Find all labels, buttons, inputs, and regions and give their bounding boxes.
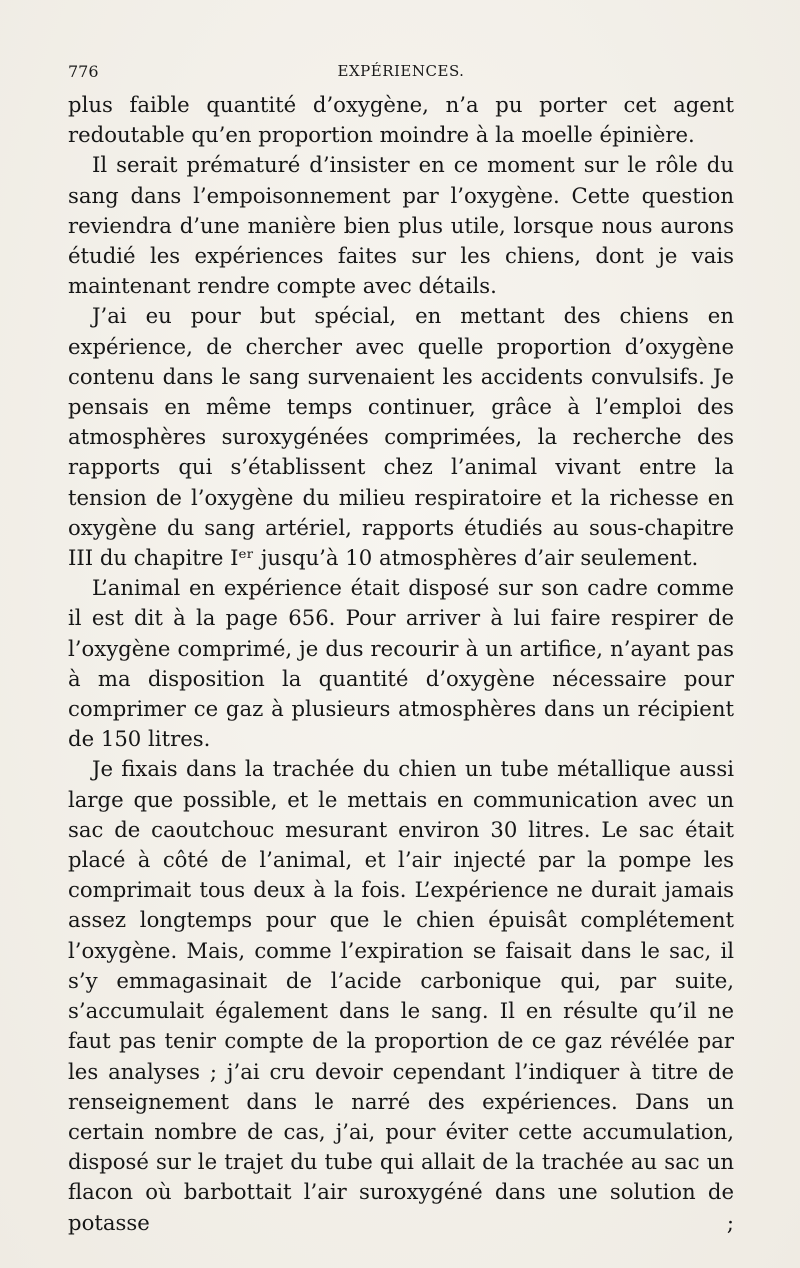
paragraph-3: J’ai eu pour but spécial, en mettant des chiens en expérience, de chercher avec quelle proportion d’oxygène contenu dans le sang survenaient les accidents convulsifs. Je pensais en même temps continuer, grâce à l’emploi des atmosphères suroxygénées comprimées, la recherche des rapports qui s’établissent chez l’animal vivant entre la tension de l’oxygène du milieu respiratoire et la richesse en oxygène du sang artériel, rapports étudiés au sous-chapitre III du chapitre Iᵉʳ jusqu’à 10 atmosphères d’air seulement. xyxy=(68,303,734,571)
running-head xyxy=(68,58,734,86)
running-title: EXPÉRIENCES. xyxy=(337,62,465,80)
paragraph-2: Il serait prématuré d’insister en ce moment sur le rôle du sang dans l’empoisonnement par l’oxygène. Cette question reviendra d’une manière bien plus utile, lorsque nous aurons étudié les expériences faites sur les chiens, dont je vais maintenant rendre compte avec détails. xyxy=(68,152,734,299)
page-number: 776 xyxy=(68,62,99,81)
paragraph-4: L’animal en expérience était disposé sur son cadre comme il est dit à la page 656. Pour arriver à lui faire respirer de l’oxygène comprimé, je dus recourir à un artifice, n’ayant pas à ma disposition la quantité d’oxygène nécessaire pour comprimer ce gaz à plusieurs atmosphères dans un récipient de 150 litres. xyxy=(68,575,734,752)
paragraph-1: plus faible quantité d’oxygène, n’a pu porter cet agent redoutable qu’en proportion moindre à la moelle épinière. xyxy=(68,92,734,148)
body-text xyxy=(68,90,734,1238)
paragraph-5: Je fixais dans la trachée du chien un tube métallique aussi large que possible, et le mettais en communication avec un sac de caoutchouc mesurant environ 30 litres. Le sac était placé à côté de l’animal, et l’air injecté par la pompe les comprimait tous deux à la fois. L’expérience ne durait jamais assez longtemps pour que le chien épuisât complétement l’oxygène. Mais, comme l’expiration se faisait dans le sac, il s’y emmagasinait de l’acide carbonique qui, par suite, s’accumulait également dans le sang. Il en résulte qu’il ne faut pas tenir compte de la proportion de ce gaz révélée par les analyses ; j’ai cru devoir cependant l’indiquer à titre de renseignement dans le narré des expériences. Dans un certain nombre de cas, j’ai, pour éviter cette accumulation, disposé sur le trajet du tube qui allait de la trachée au sac un flacon où barbottait l’air suroxygéné dans une solution de potasse ; xyxy=(68,756,734,1235)
